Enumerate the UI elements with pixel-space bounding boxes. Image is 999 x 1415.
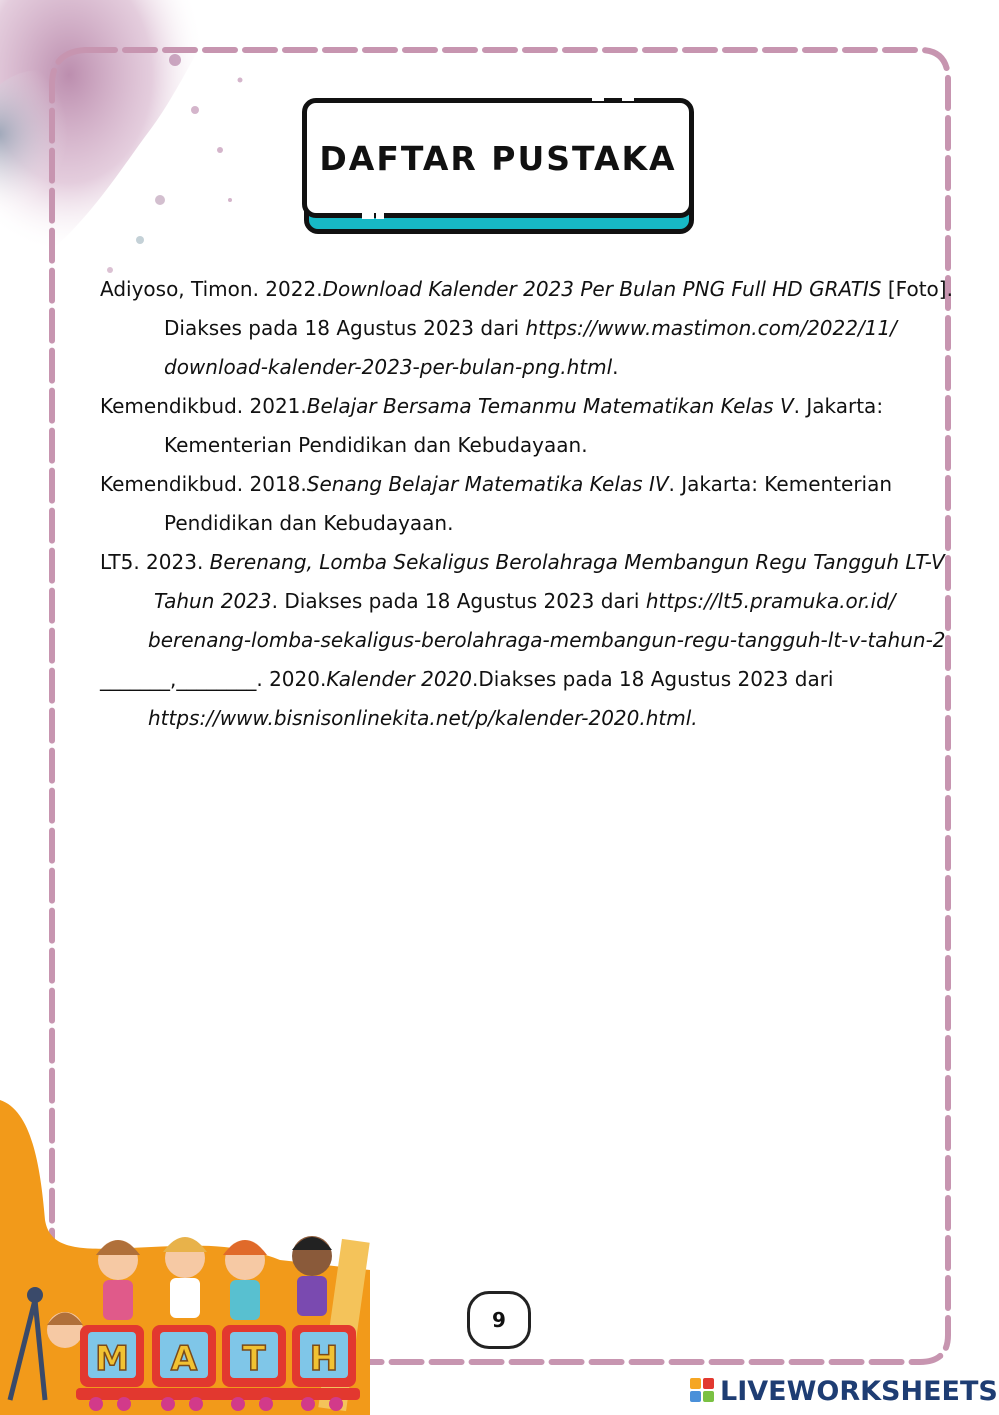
reference-text: Diakses pada 18 Agustus 2023 dari bbox=[164, 316, 526, 340]
reference-text: . Diakses pada 18 Agustus 2023 dari bbox=[271, 589, 646, 613]
reference-text: .Diakses pada 18 Agustus 2023 dari bbox=[472, 667, 834, 691]
reference-line bbox=[100, 699, 920, 738]
block-letter-m: M bbox=[95, 1339, 129, 1379]
reference-text: Pendidikan dan Kebudayaan. bbox=[164, 511, 454, 535]
reference-text: LT5. 2023. bbox=[100, 550, 210, 574]
reference-text: Kemendikbud. 2018. bbox=[100, 472, 307, 496]
liveworksheets-logo[interactable] bbox=[690, 1373, 998, 1409]
title-box bbox=[302, 98, 694, 218]
reference-list bbox=[100, 270, 953, 738]
block-letter-h: H bbox=[309, 1339, 339, 1379]
reference-italic-text: Senang Belajar Matematika Kelas IV bbox=[306, 472, 669, 496]
reference-italic-text: download-kalender-2023-per-bulan-png.html bbox=[164, 355, 613, 379]
reference-text: . Jakarta: Kementerian bbox=[668, 472, 893, 496]
reference-italic-text: Download Kalender 2023 Per Bulan PNG Full HD GRATIS bbox=[322, 277, 882, 301]
reference-text: . Jakarta: bbox=[793, 394, 884, 418]
reference-line bbox=[100, 621, 946, 660]
title-badge bbox=[302, 98, 696, 238]
reference-italic-text: https://lt5.pramuka.or.id/ bbox=[645, 589, 896, 613]
reference-text: Kemendikbud. 2021. bbox=[100, 394, 307, 418]
reference-line bbox=[100, 660, 920, 699]
reference-italic-text: berenang-lomba-sekaligus-berolahraga-membangun-regu-tangguh-lt-v-tahun-2 bbox=[148, 628, 946, 652]
reference-line bbox=[100, 309, 920, 348]
reference-italic-text: https://www.bisnisonlinekita.net/p/kalender-2020.html. bbox=[148, 706, 698, 730]
reference-line bbox=[100, 465, 920, 504]
liveworksheets-icon bbox=[690, 1378, 716, 1404]
reference-italic-text: https://www.mastimon.com/2022/11/ bbox=[525, 316, 897, 340]
page-title: DAFTAR PUSTAKA bbox=[319, 138, 677, 178]
block-letter-a: A bbox=[170, 1339, 198, 1379]
block-letter-t: T bbox=[242, 1339, 266, 1379]
reference-text: . bbox=[612, 355, 619, 379]
math-kids-illustration bbox=[0, 1100, 370, 1415]
brand-name: LIVEWORKSHEETS bbox=[720, 1375, 998, 1407]
reference-line bbox=[100, 270, 953, 309]
page-number: 9 bbox=[467, 1291, 531, 1349]
reference-text: Adiyoso, Timon. 2022. bbox=[100, 277, 323, 301]
reference-line bbox=[100, 426, 920, 465]
reference-italic-text: Kalender 2020 bbox=[326, 667, 473, 691]
reference-italic-text: Belajar Bersama Temanmu Matematikan Kelas V bbox=[306, 394, 794, 418]
reference-line bbox=[100, 387, 920, 426]
reference-text: [Foto]. bbox=[881, 277, 953, 301]
reference-italic-text: Berenang, Lomba Sekaligus Berolahraga Membangun Regu Tangguh LT-V bbox=[209, 550, 945, 574]
reference-line bbox=[100, 543, 945, 582]
reference-line bbox=[100, 582, 920, 621]
reference-italic-text: Tahun 2023 bbox=[154, 589, 272, 613]
reference-text: Kementerian Pendidikan dan Kebudayaan. bbox=[164, 433, 588, 457]
reference-line bbox=[100, 504, 920, 543]
reference-line bbox=[100, 348, 920, 387]
reference-text: _______,________. 2020. bbox=[100, 667, 327, 691]
